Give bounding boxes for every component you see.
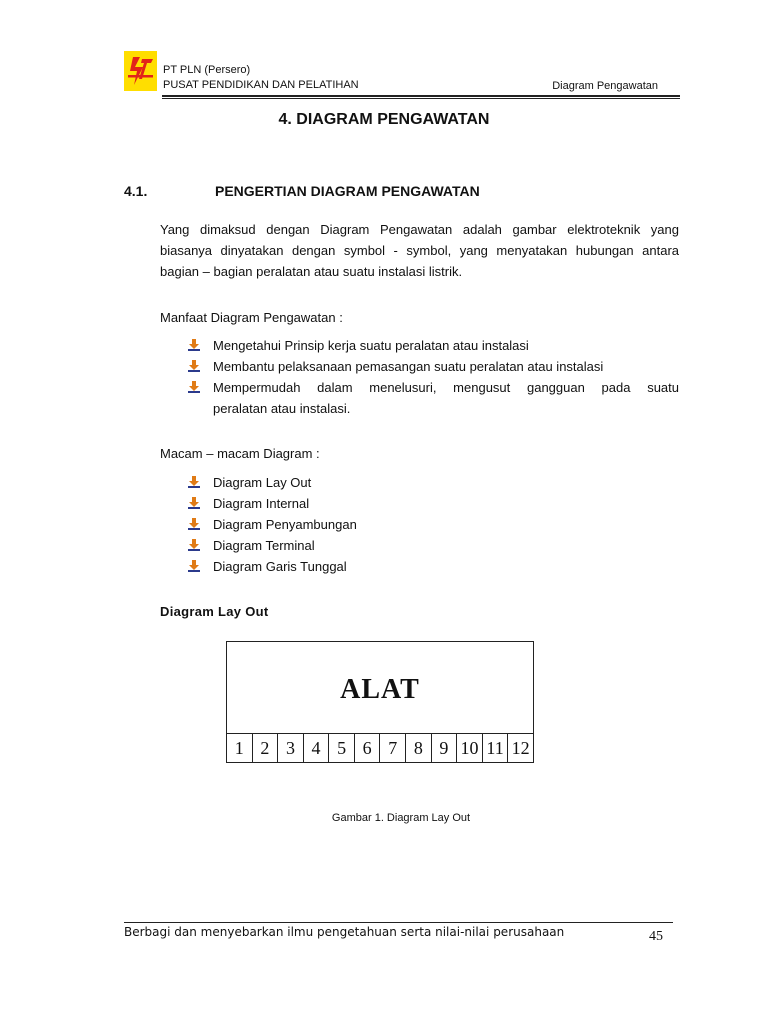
list-item-text: Mengetahui Prinsip kerja suatu peralatan atau instalasi (213, 338, 529, 353)
intro-line: Yang dimaksud dengan Diagram Pengawatan adalah gambar elektroteknik yang (160, 222, 679, 237)
terminal-cell: 3 (278, 734, 304, 762)
arrow-down-bullet-icon (188, 476, 200, 488)
layout-heading: Diagram Lay Out (160, 604, 269, 619)
types-label: Macam – macam Diagram : (160, 446, 320, 461)
arrow-down-bullet-icon (188, 339, 200, 351)
section-title: PENGERTIAN DIAGRAM PENGAWATAN (215, 183, 480, 199)
device-label: ALAT (340, 674, 420, 705)
org-name: PT PLN (Persero) (163, 64, 251, 76)
header-rule-thin (162, 98, 680, 99)
footer-rule (124, 922, 673, 923)
benefits-label: Manfaat Diagram Pengawatan : (160, 310, 343, 325)
pln-logo (124, 51, 157, 91)
terminal-cell: 10 (457, 734, 483, 762)
terminal-cell: 5 (329, 734, 355, 762)
org-division: PUSAT PENDIDIKAN DAN PELATIHAN (163, 79, 359, 91)
list-item (160, 514, 679, 535)
arrow-down-bullet-icon (188, 497, 200, 509)
list-item (160, 472, 679, 493)
pln-lightning-logo-icon (124, 51, 157, 91)
intro-line: bagian – bagian peralatan atau suatu instalasi listrik. (160, 264, 463, 279)
arrow-down-bullet-icon (188, 360, 200, 372)
intro-paragraph (160, 219, 679, 282)
arrow-down-bullet-icon (188, 381, 200, 393)
terminal-cell: 2 (253, 734, 279, 762)
list-item (160, 556, 679, 577)
figure-caption: Gambar 1. Diagram Lay Out (331, 812, 471, 824)
list-item-text: Diagram Internal (213, 496, 310, 511)
arrow-down-bullet-icon (188, 560, 200, 572)
terminal-cell: 12 (511, 738, 530, 758)
list-item-text: Diagram Terminal (213, 538, 315, 553)
chapter-title: 4. DIAGRAM PENGAWATAN (278, 111, 490, 128)
list-item (160, 356, 679, 377)
terminal-cell: 11 (483, 734, 509, 762)
intro-line: biasanya dinyatakan dengan symbol - symbol, yang menyatakan hubungan antara (160, 243, 679, 258)
list-item (160, 493, 679, 514)
terminal-cell: 6 (355, 734, 381, 762)
page-number: 45 (649, 929, 663, 944)
terminal-cell: 1 (227, 734, 253, 762)
terminal-cell: 8 (406, 734, 432, 762)
list-item-text: Diagram Garis Tunggal (213, 559, 347, 574)
running-title: Diagram Pengawatan (552, 80, 658, 92)
types-list (160, 472, 679, 577)
list-item (160, 377, 679, 419)
arrow-down-bullet-icon (188, 518, 200, 530)
list-item-text: Membantu pelaksanaan pemasangan suatu peralatan atau instalasi (213, 359, 604, 374)
terminal-cell: 9 (432, 734, 458, 762)
list-item-text: Diagram Lay Out (213, 475, 312, 490)
list-item-text: Diagram Penyambungan (213, 517, 357, 532)
header-rule (162, 95, 680, 97)
section-number: 4.1. (124, 183, 148, 199)
list-item (160, 335, 679, 356)
terminal-strip (227, 733, 533, 762)
terminal-cell: 4 (304, 734, 330, 762)
list-item-text: Mempermudah dalam menelusuri, mengusut gangguan pada suatu (213, 380, 679, 395)
benefits-list (160, 335, 679, 419)
list-item-text-cont: peralatan atau instalasi. (213, 401, 351, 416)
layout-diagram (226, 641, 534, 763)
footer-text: Berbagi dan menyebarkan ilmu pengetahuan serta nilai-nilai perusahaan (124, 925, 565, 939)
terminal-cell: 7 (380, 734, 406, 762)
arrow-down-bullet-icon (188, 539, 200, 551)
list-item (160, 535, 679, 556)
